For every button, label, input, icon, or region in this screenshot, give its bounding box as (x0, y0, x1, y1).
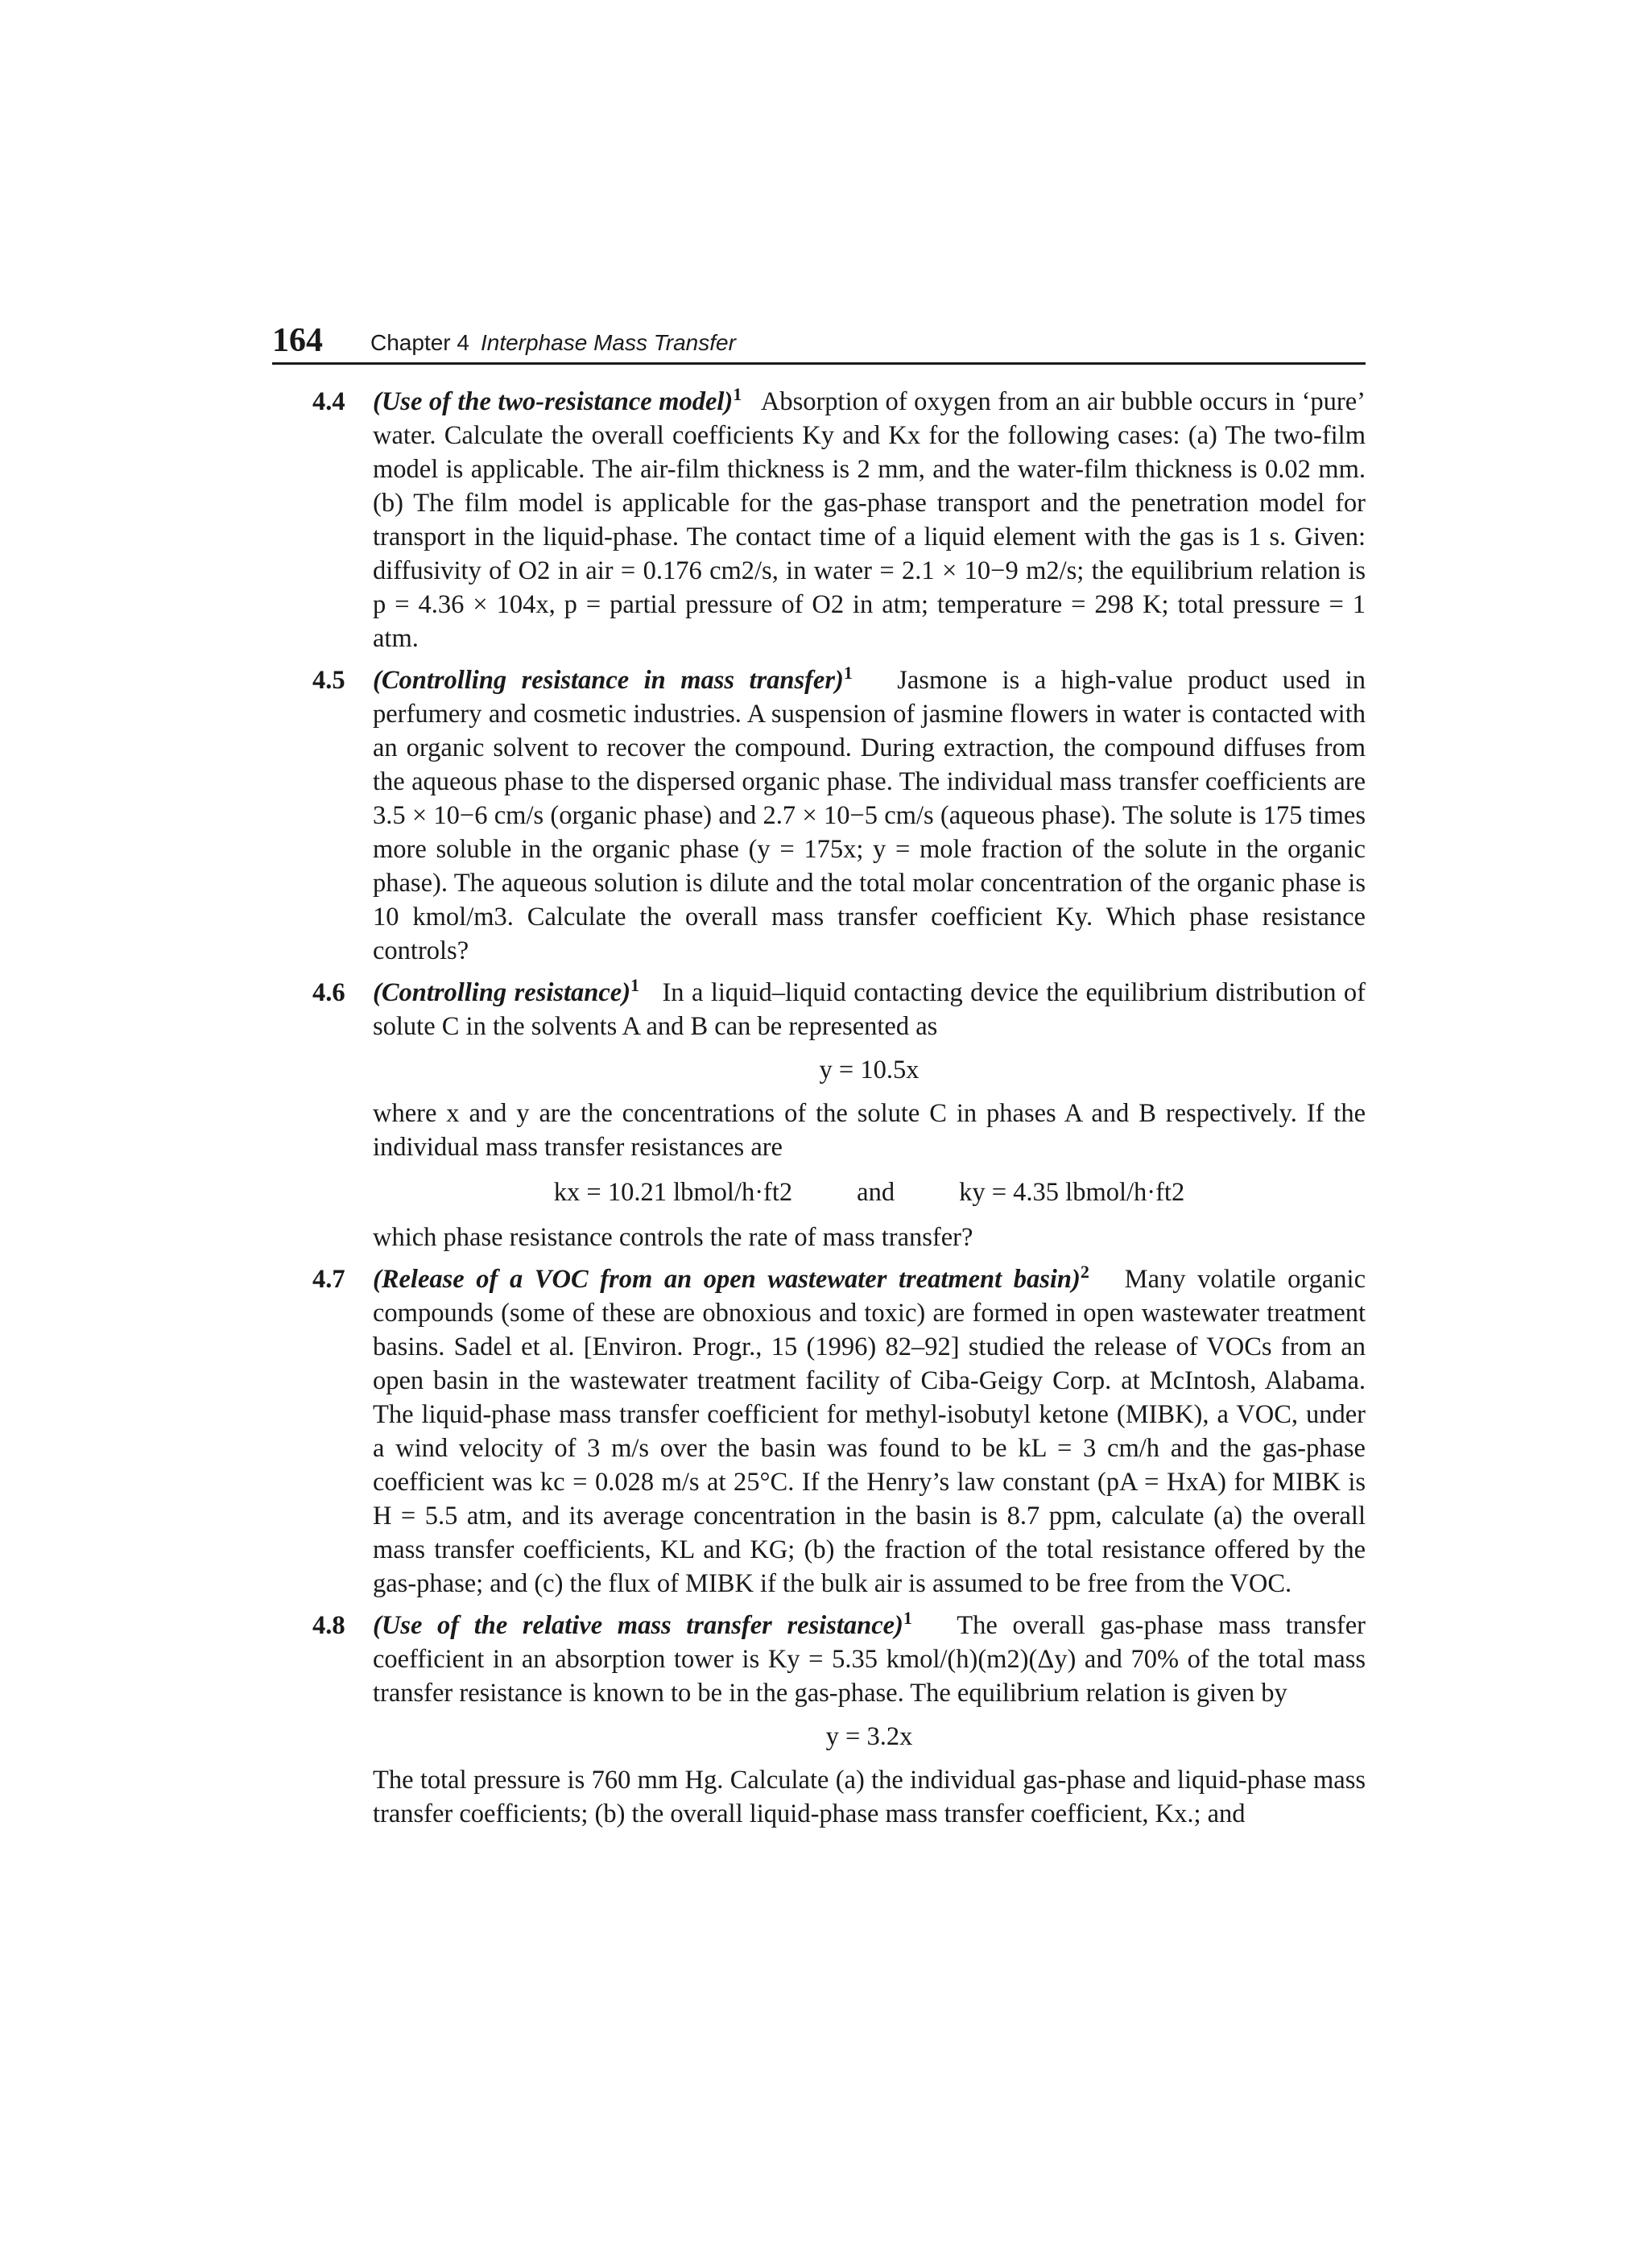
footnote-ref: 1 (630, 974, 640, 995)
problem-body (373, 385, 1366, 655)
problem-text-end: The total pressure is 760 mm Hg. Calculate (a) the individual gas-phase and liquid-phase mass transfer coefficients; (b) the overall liquid-phase mass transfer coefficient, Kx.; and (373, 1766, 1366, 1828)
chapter-heading (370, 332, 736, 354)
problem-4-4 (312, 385, 1366, 655)
footnote-ref: 1 (843, 662, 853, 683)
footnote-ref: 2 (1080, 1261, 1089, 1282)
equation: y = 3.2x (825, 1722, 913, 1751)
footnote-ref: 1 (903, 1607, 912, 1628)
problem-4-6 (312, 976, 1366, 1254)
problem-title: (Controlling resistance) (373, 978, 631, 1007)
problem-body (373, 1609, 1366, 1710)
problem-4-5 (312, 663, 1366, 968)
problem-number: 4.5 (312, 666, 345, 695)
problem-title: (Release of a VOC from an open wastewater treatment basin) (373, 1265, 1081, 1294)
chapter-title: Interphase Mass Transfer (480, 330, 736, 355)
problem-text: In a liquid–liquid contacting device the equilibrium distribution of solute C in the solvents A and B can be represented as (373, 978, 1366, 1041)
problem-text: Absorption of oxygen from an air bubble occurs in ‘pure’ water. Calculate the overall coefficients Ky and Kx for the following cases: (a) The two-film model is applicable. The air-film thickness is 2 mm, and the water-film thickness is 0.02 mm. (b) The film model is applicable for the gas-phase transport and the penetration model for transport in the liquid-phase. The contact time of a liquid element with the gas is 1 s. Given: diffusivity of O2 in air = 0.176 cm2/s, in water = 2.1 × 10−9 m2/s; the equilibrium relation is p = 4.36 × 104x, p = partial pressure of O2 in atm; temperature = 298 K; total pressure = 1 atm. (373, 387, 1366, 653)
equation-pair (373, 1175, 1366, 1209)
problem-4-8 (312, 1609, 1366, 1831)
problem-title: (Use of the two-resistance model) (373, 387, 734, 416)
problem-body (373, 976, 1366, 1043)
problem-number: 4.4 (312, 387, 345, 416)
problem-number: 4.7 (312, 1265, 345, 1294)
running-header (272, 316, 1366, 365)
problem-body (373, 1262, 1366, 1601)
footnote-ref: 1 (733, 383, 742, 404)
equation-and: and (857, 1178, 895, 1207)
problem-list (312, 385, 1366, 1839)
equation-ky: ky = 4.35 lbmol/h·ft2 (959, 1178, 1185, 1207)
equation: y = 10.5x (819, 1056, 920, 1084)
chapter-label: Chapter 4 (370, 330, 469, 355)
problem-4-7 (312, 1262, 1366, 1601)
problem-text: The overall gas-phase mass transfer coefficient in an absorption tower is Ky = 5.35 kmol/(h)(m2)(Δy) and 70% of the total mass transfer resistance is known to be in the gas-phase. The equilibrium relation is given by (373, 1611, 1366, 1708)
problem-number: 4.6 (312, 978, 345, 1007)
problem-text: Many volatile organic compounds (some of these are obnoxious and toxic) are formed in open wastewater treatment basins. Sadel et al. [Environ. Progr., 15 (1996) 82–92] studied the release of VOCs from an open basin in the wastewater treatment facility of Ciba-Geigy Corp. at McIntosh, Alabama. The liquid-phase mass transfer coefficient for methyl-isobutyl ketone (MIBK), a VOC, under a wind velocity of 3 m/s over the basin was found to be kL = 3 cm/h and the gas-phase coefficient was kc = 0.028 m/s at 25°C. If the Henry’s law constant (pA = HxA) for MIBK is H = 5.5 atm, and its average concentration in the basin is 8.7 ppm, calculate (a) the overall mass transfer coefficients, KL and KG; (b) the fraction of the total resistance offered by the gas-phase; and (c) the flux of MIBK if the bulk air is assumed to be free from the VOC. (373, 1265, 1366, 1598)
problem-title: (Use of the relative mass transfer resistance) (373, 1611, 903, 1640)
problem-body (373, 663, 1366, 968)
equation-kx: kx = 10.21 lbmol/h·ft2 (553, 1178, 793, 1207)
problem-text-end: which phase resistance controls the rate of mass transfer? (373, 1223, 973, 1252)
problem-number: 4.8 (312, 1611, 345, 1640)
problem-text: Jasmone is a high-value product used in perfumery and cosmetic industries. A suspension of jasmine flowers in water is contacted with an organic solvent to recover the compound. During extraction, the compound diffuses from the aqueous phase to the dispersed organic phase. The individual mass transfer coefficients are 3.5 × 10−6 cm/s (organic phase) and 2.7 × 10−5 cm/s (aqueous phase). The solute is 175 times more soluble in the organic phase (y = 175x; y = mole fraction of the solute in the organic phase). The aqueous solution is dilute and the total molar concentration of the organic phase is 10 kmol/m3. Calculate the overall mass transfer coefficient Ky. Which phase resistance controls? (373, 666, 1366, 965)
problem-text-continued: where x and y are the concentrations of the solute C in phases A and B respectively. If the individual mass transfer resistances are (373, 1099, 1366, 1162)
problem-title: (Controlling resistance in mass transfer) (373, 666, 844, 695)
page-number: 164 (272, 322, 323, 359)
